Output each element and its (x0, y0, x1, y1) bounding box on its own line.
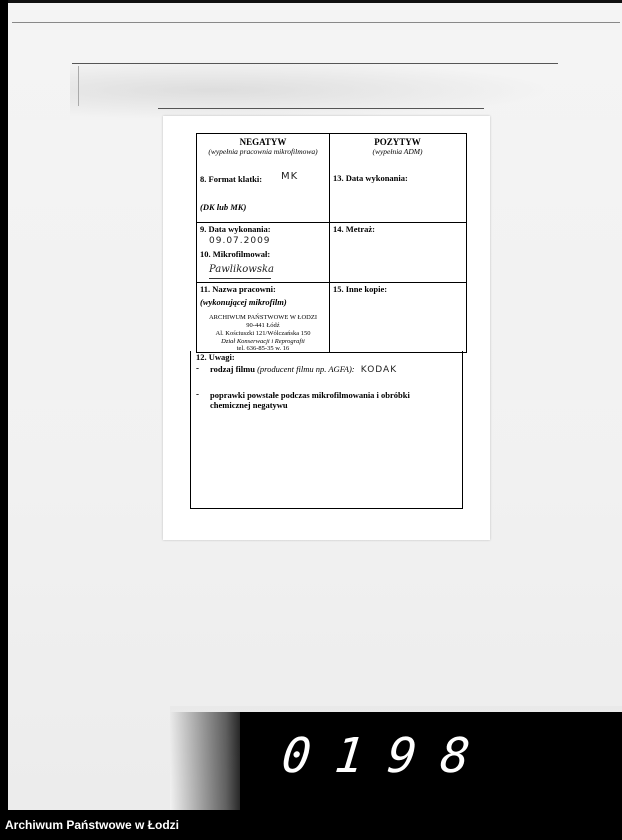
grid-divider (197, 282, 466, 283)
scan-smudge (70, 60, 550, 120)
scan-rule (158, 108, 484, 109)
signature-underline (209, 278, 271, 279)
dash-bullet: - (196, 363, 199, 373)
rodzaj-filmu-line (210, 365, 397, 375)
rodzaj-filmu-hint: (producent filmu np. AGFA): (257, 364, 355, 374)
form-bottom-box (190, 351, 463, 509)
scan-rule (12, 22, 620, 23)
dash-bullet: - (196, 389, 199, 399)
pozytyw-title: POZYTYW (374, 137, 421, 147)
poprawki-line-1: poprawki powstałe podczas mikrofilmowania i obróbki (210, 390, 410, 400)
stamp-line: Dział Konserwacji i Reprografii (221, 338, 305, 345)
scan-edge-top (0, 0, 622, 3)
scan-rule (78, 66, 79, 106)
form-top-grid (196, 133, 467, 353)
pozytyw-subtitle: (wypełnia ADM) (372, 147, 423, 156)
data-wykonania-value: 09.07.2009 (209, 236, 271, 246)
rodzaj-filmu-value: KODAK (360, 365, 398, 375)
data-wykonania-pozytyw-label: 13. Data wykonania: (333, 173, 408, 183)
frame-counter-number: 0198 (279, 728, 497, 784)
format-klatki-label: 8. Format klatki: (200, 174, 263, 184)
stamp-line: ARCHIWUM PAŃSTWOWE W ŁODZI (208, 314, 318, 321)
format-klatki-value: MK (281, 171, 299, 182)
scan-edge-left (0, 0, 8, 810)
inne-kopie-label: 15. Inne kopie: (333, 284, 388, 294)
counter-shadow (170, 712, 250, 810)
footer-archive-name: Archiwum Państwowe w Łodzi (5, 818, 180, 832)
rodzaj-filmu-label: rodzaj filmu (210, 364, 255, 374)
mikrofilmowal-signature: Pawlikowska (209, 264, 274, 275)
stamp-line: tel. 636-85-35 w. 16 (236, 345, 290, 352)
data-wykonania-label: 9. Data wykonania: (200, 224, 271, 234)
scan-rule (72, 63, 558, 64)
grid-divider (329, 134, 330, 352)
stamp-line: Al. Kościuszki 121/Wólczańska 150 (215, 330, 311, 337)
nazwa-pracowni-label: 11. Nazwa pracowni: (200, 284, 276, 294)
format-klatki-hint: (DK lub MK) (200, 202, 247, 212)
mikrofilmowal-label: 10. Mikrofilmował: (200, 249, 271, 259)
stamp-line: 90-441 Łódź (246, 322, 280, 329)
negatyw-subtitle: (wypełnia pracownia mikrofilmowa) (208, 147, 318, 156)
grid-divider (197, 222, 466, 223)
uwagi-label: 12. Uwagi: (196, 352, 235, 362)
nazwa-pracowni-hint: (wykonującej mikrofilm) (200, 297, 287, 307)
poprawki-line-2: chemicznej negatywu (210, 400, 288, 410)
microfilm-card (163, 116, 490, 540)
negatyw-title: NEGATYW (239, 137, 287, 147)
metraz-label: 14. Metraż: (333, 224, 376, 234)
